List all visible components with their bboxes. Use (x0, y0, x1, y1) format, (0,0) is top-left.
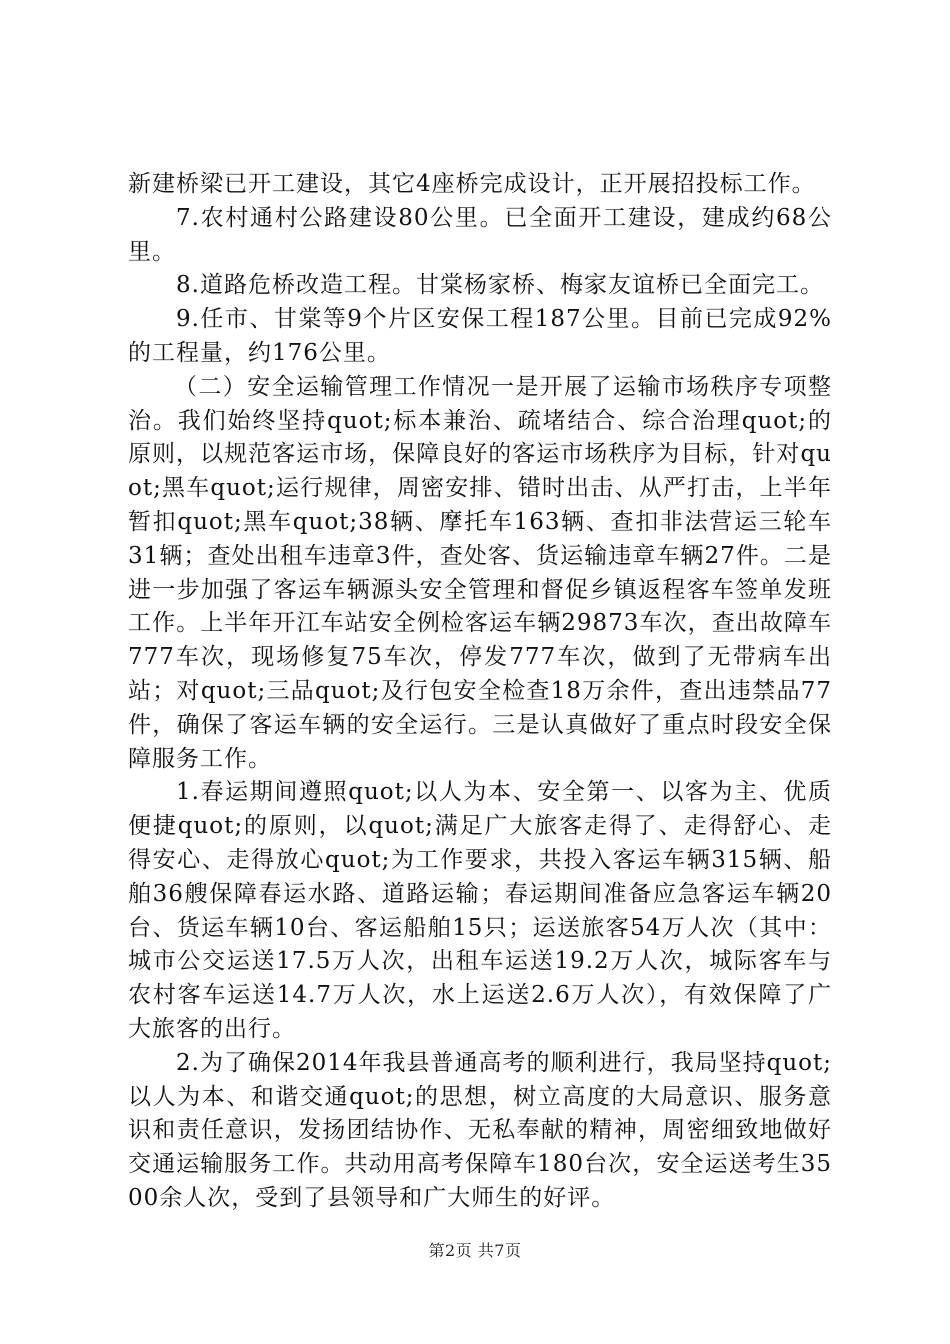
paragraph-section-2: （二）安全运输管理工作情况一是开展了运输市场秩序专项整治。我们始终坚持quot;标本兼治、疏堵结合、综合治理quot;的原则，以规范客运市场，保障良好的客运市场秩序为目标，针对quot;黑车quot;运行规律，周密安排、错时出击、从严打击，上半年暂扣quot;黑车quot;38辆、摩托车163辆、查扣非法营运三轮车31辆；查处出租车违章3件，查处客、货运输违章车辆27件。二是进一步加强了客运车辆源头安全管理和督促乡镇返程客车签单发班工作。上半年开江车站安全例检客运车辆29873车次，查出故障车777车次，现场修复75车次，停发777车次，做到了无带病车出站；对quot;三品quot;及行包安全检查18万余件，查出违禁品77件，确保了客运车辆的安全运行。三是认真做好了重点时段安全保障服务工作。 (128, 373, 832, 772)
document-body (128, 168, 832, 1216)
paragraph-college-exam: 2.为了确保2014年我县普通高考的顺利进行，我局坚持quot;以人为本、和谐交通quot;的思想，树立高度的大局意识、服务意识和责任意识，发扬团结协作、无私奉献的精神，周密细致地做好交通运输服务工作。共动用高考保障车180台次，安全运送考生3500余人次，受到了县领导和广大师生的好评。 (128, 1049, 832, 1211)
page-number-footer: 第2页 共7页 (428, 1241, 522, 1260)
paragraph-item-9: 9.任市、甘棠等9个片区安保工程187公里。目前已完成92%的工程量，约176公里。 (128, 306, 832, 366)
paragraph-spring-transport: 1.春运期间遵照quot;以人为本、安全第一、以客为主、优质便捷quot;的原则，以quot;满足广大旅客走得了、走得舒心、走得安心、走得放心quot;为工作要求，共投入客运车辆315辆、船舶36艘保障春运水路、道路运输；春运期间准备应急客运车辆20台、货运车辆10台、客运船舶15只；运送旅客54万人次（其中：城市公交运送17.5万人次，出租车运送19.2万人次，城际客车与农村客车运送14.7万人次，水上运送2.6万人次），有效保障了广大旅客的出行。 (128, 779, 832, 1042)
paragraph-item-8: 8.道路危桥改造工程。甘棠杨家桥、梅家友谊桥已全面完工。 (176, 272, 824, 299)
paragraph-bridge-construction: 新建桥梁已开工建设，其它4座桥完成设计，正开展招投标工作。 (128, 171, 816, 197)
paragraph-item-7: 7.农村通村公路建设80公里。已全面开工建设，建成约68公里。 (128, 204, 832, 265)
